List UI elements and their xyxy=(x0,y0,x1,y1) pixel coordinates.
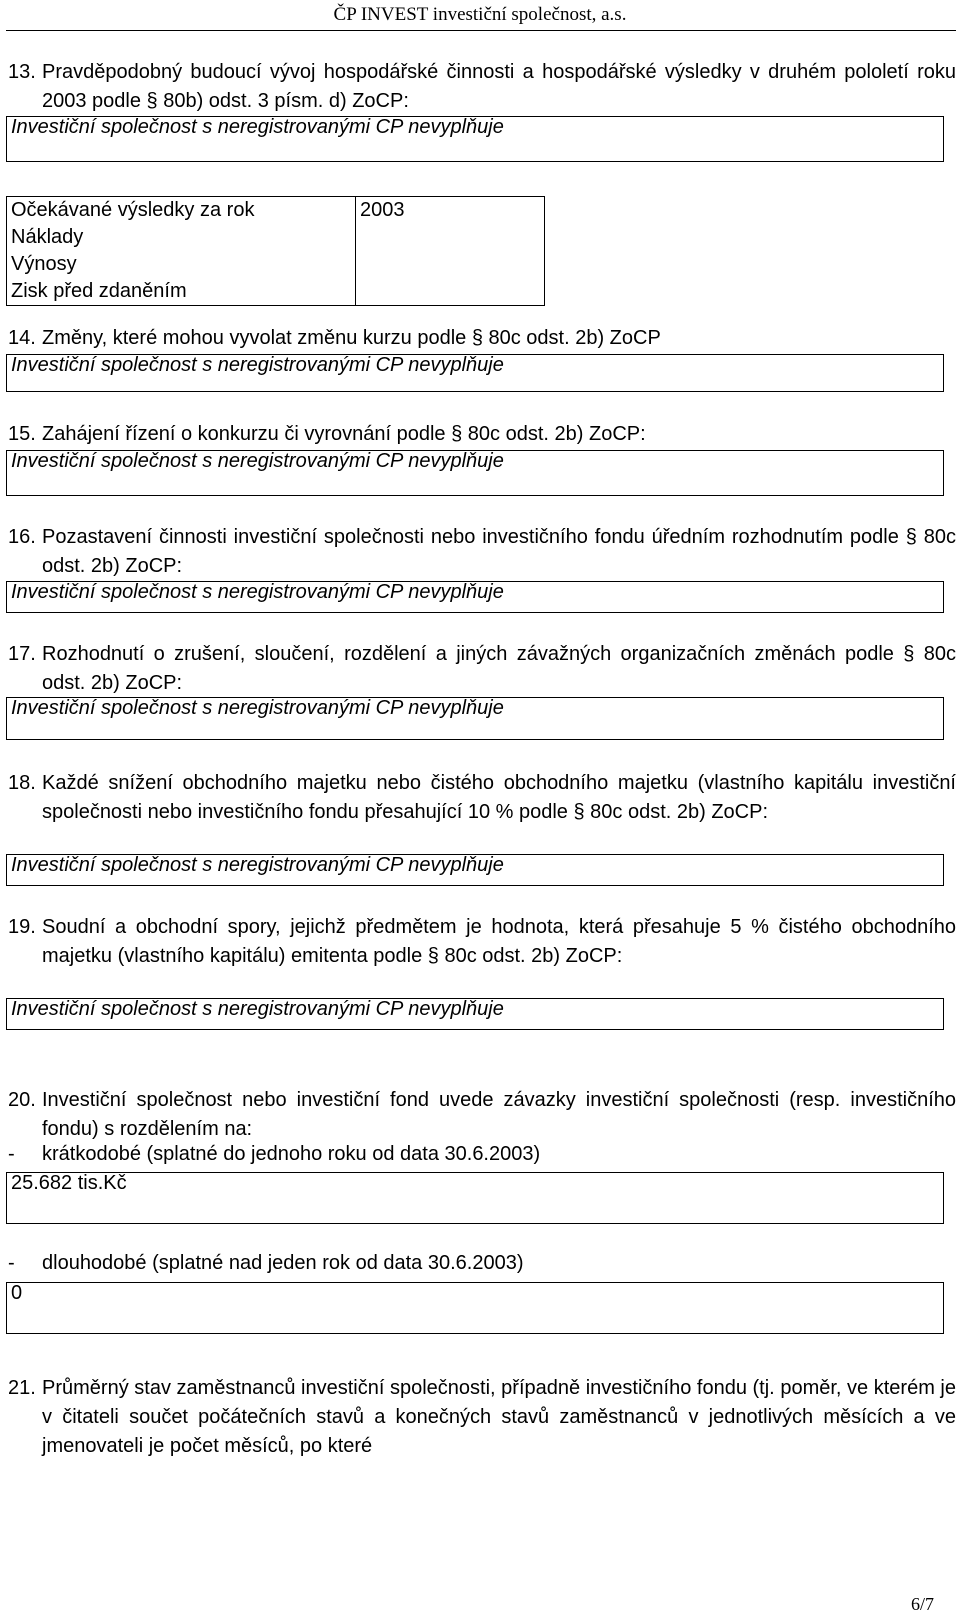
page-header: ČP INVEST investiční společnost, a.s. xyxy=(333,4,627,25)
section-text: Pravděpodobný budoucí vývoj hospodářské činnosti a hospodářské výsledky v druhém pololetí roku 2003 podle § 80b) odst. 3 písm. d) ZoCP: xyxy=(42,61,956,112)
section-20 xyxy=(8,1086,956,1144)
note-box-18 xyxy=(6,854,944,886)
section-number: 13. xyxy=(8,61,36,83)
section-number: 17. xyxy=(8,643,36,665)
section-number: 19. xyxy=(8,916,36,938)
section-text: Změny, které mohou vyvolat změnu kurzu podle § 80c odst. 2b) ZoCP xyxy=(42,327,661,349)
note-box-15 xyxy=(6,450,944,496)
short-term-label: krátkodobé (splatné do jednoho roku od data 30.6.2003) xyxy=(42,1143,541,1165)
long-term-value: 0 xyxy=(11,1282,23,1304)
note-text: Investiční společnost s neregistrovanými CP nevyplňuje xyxy=(11,854,504,876)
note-text: Investiční společnost s neregistrovanými CP nevyplňuje xyxy=(11,998,504,1020)
section-number: 15. xyxy=(8,423,36,445)
table-row-label: Náklady xyxy=(11,226,84,248)
short-term-row xyxy=(8,1143,541,1166)
section-text: Zahájení řízení o konkurzu či vyrovnání podle § 80c odst. 2b) ZoCP: xyxy=(42,423,646,445)
section-number: 18. xyxy=(8,772,36,794)
long-term-row xyxy=(8,1252,524,1275)
section-17 xyxy=(8,640,956,698)
table-header-label: Očekávané výsledky za rok xyxy=(11,199,255,221)
table-row-label: Výnosy xyxy=(11,253,77,275)
results-table xyxy=(6,196,545,306)
note-text: Investiční společnost s neregistrovanými CP nevyplňuje xyxy=(11,581,504,603)
dash: - xyxy=(8,1143,15,1165)
table-year: 2003 xyxy=(360,199,405,221)
section-14 xyxy=(8,324,956,353)
note-box-16 xyxy=(6,581,944,613)
section-text: Rozhodnutí o zrušení, sloučení, rozdělení a jiných závažných organizačních změnách podle § 80c odst. 2b) ZoCP: xyxy=(42,643,956,694)
page-number: 6/7 xyxy=(910,1594,934,1614)
section-text: Každé snížení obchodního majetku nebo čistého obchodního majetku (vlastního kapitálu investiční společnosti nebo investičního fondu přesahující 10 % podle § 80c odst. 2b) ZoCP: xyxy=(42,772,956,823)
long-term-box xyxy=(6,1282,944,1334)
note-text: Investiční společnost s neregistrovanými CP nevyplňuje xyxy=(11,354,504,376)
section-19 xyxy=(8,913,956,971)
short-term-box xyxy=(6,1172,944,1224)
section-text: Investiční společnost nebo investiční fond uvede závazky investiční společnosti (resp. investičního fondu) s rozdělením na: xyxy=(42,1089,956,1140)
section-13 xyxy=(8,58,956,116)
note-text: Investiční společnost s neregistrovanými CP nevyplňuje xyxy=(11,450,504,472)
section-number: 16. xyxy=(8,526,36,548)
note-box-13 xyxy=(6,116,944,162)
note-box-19 xyxy=(6,998,944,1030)
section-number: 14. xyxy=(8,327,36,349)
short-term-value: 25.682 tis.Kč xyxy=(11,1172,127,1194)
dash: - xyxy=(8,1252,15,1274)
long-term-label: dlouhodobé (splatné nad jeden rok od data 30.6.2003) xyxy=(42,1252,524,1274)
section-15 xyxy=(8,420,956,449)
header-rule xyxy=(6,30,956,31)
note-text: Investiční společnost s neregistrovanými CP nevyplňuje xyxy=(11,116,504,138)
note-box-17 xyxy=(6,697,944,740)
section-text: Průměrný stav zaměstnanců investiční společnosti, případně investičního fondu (tj. poměr, ve kterém je v čitateli součet počátečních stavů a konečných stavů zaměstnanců v jednotlivých měsících a ve jmenovateli je počet měsíců, po které xyxy=(42,1377,956,1457)
note-box-14 xyxy=(6,354,944,392)
section-text: Soudní a obchodní spory, jejichž předmětem je hodnota, která přesahuje 5 % čistého obchodního majetku (vlastního kapitálu) emitenta podle § 80c odst. 2b) ZoCP: xyxy=(42,916,956,967)
section-16 xyxy=(8,523,956,581)
table-row-label: Zisk před zdaněním xyxy=(11,280,187,302)
section-text: Pozastavení činnosti investiční společnosti nebo investičního fondu úředním rozhodnutím podle § 80c odst. 2b) ZoCP: xyxy=(42,526,956,577)
section-21 xyxy=(8,1374,956,1461)
note-text: Investiční společnost s neregistrovanými CP nevyplňuje xyxy=(11,697,504,719)
section-number: 20. xyxy=(8,1089,36,1111)
section-number: 21. xyxy=(8,1377,36,1399)
section-18 xyxy=(8,769,956,827)
